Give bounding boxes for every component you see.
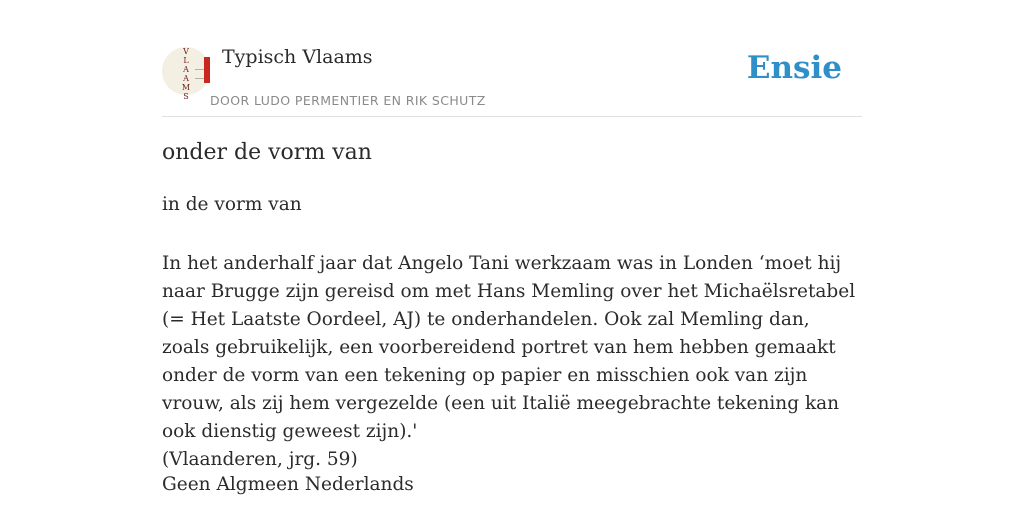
entry-example xyxy=(162,250,862,474)
ensie-logo-link[interactable]: Ensie xyxy=(746,50,842,86)
page xyxy=(162,0,862,495)
entry-note: Geen Algmeen Nederlands xyxy=(162,474,414,495)
byline: DOOR LUDO PERMENTIER EN RIK SCHUTZ xyxy=(210,93,486,108)
avatar-red-bar xyxy=(204,57,210,83)
entry-definition: in de vorm van xyxy=(162,194,302,215)
example-source: (Vlaanderen, jrg. 59) xyxy=(162,449,358,470)
entry-term: onder de vorm van xyxy=(162,140,372,165)
example-quote: In het anderhalf jaar dat Angelo Tani werkzaam was in Londen ‘moet hij naar Brugge zijn gereisd om met Hans Memling over het Michaëlsretabel (= Het Laatste Oordeel, AJ) te onderhandelen. Ook zal Memling dan, zoals gebruikelijk, een voorbereidend portret van hem hebben gemaakt onder de vorm van een tekening op papier en misschien ook van zijn vrouw, als zij hem vergezelde (een uit Italië meegebrachte tekening kan ook dienstig geweest zijn).' xyxy=(162,253,856,442)
book-cover-avatar[interactable] xyxy=(162,47,210,101)
header xyxy=(162,0,862,117)
site-title-link[interactable]: Typisch Vlaams xyxy=(222,46,373,68)
avatar-letters: V L A A M S xyxy=(181,47,191,101)
